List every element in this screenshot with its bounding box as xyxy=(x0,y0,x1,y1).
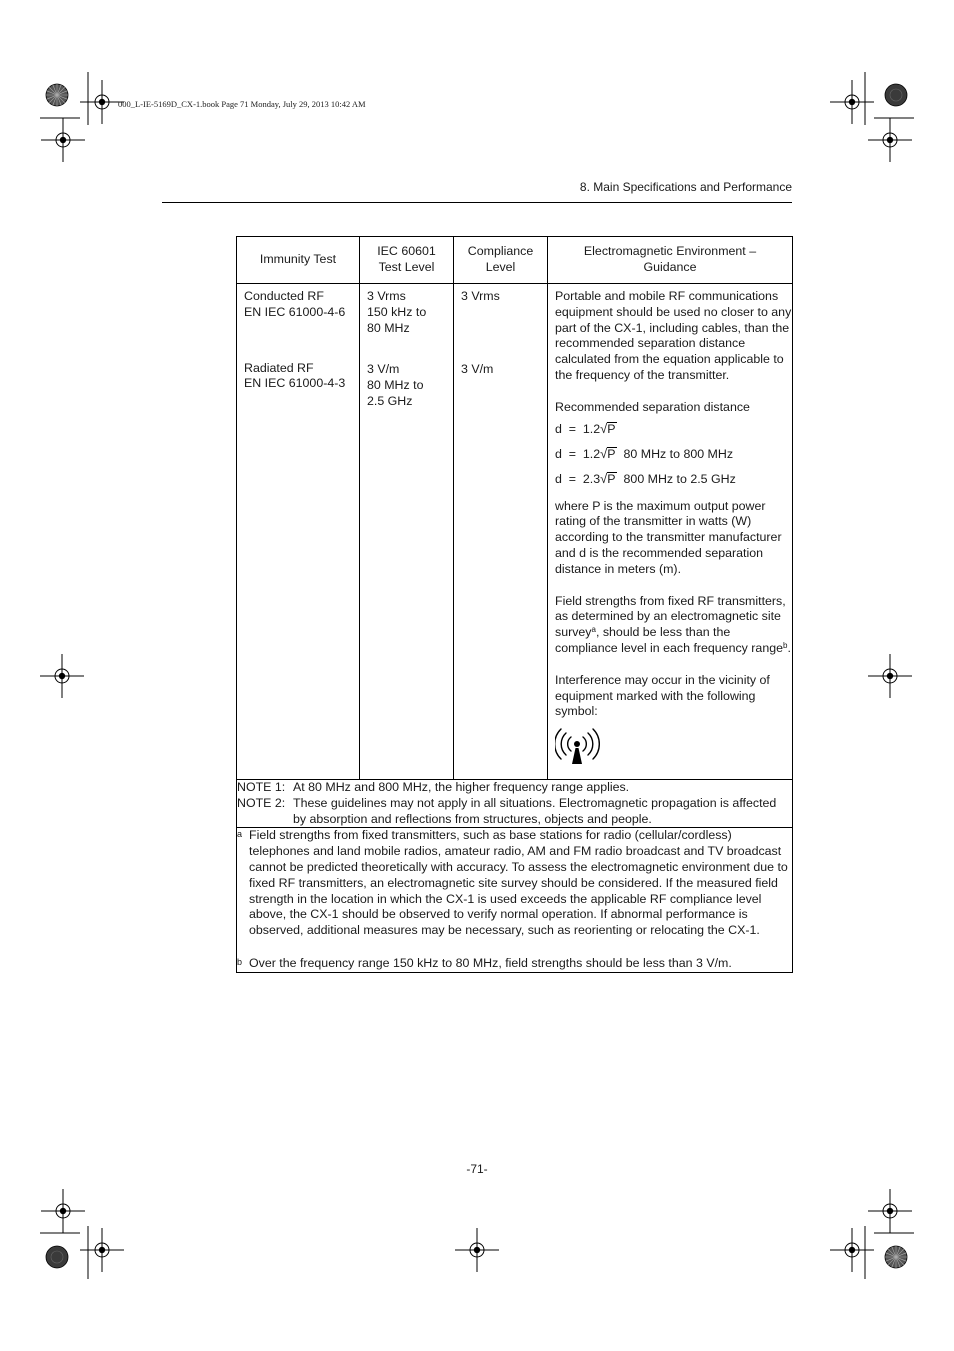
separation-formula xyxy=(555,416,792,441)
conducted-rf-standard: EN IEC 61000-4-6 xyxy=(244,304,346,319)
radiated-rf-standard: EN IEC 61000-4-3 xyxy=(244,376,346,391)
table-header-row xyxy=(237,237,793,284)
footnote-mark: a xyxy=(237,829,243,840)
immunity-test-cell xyxy=(237,284,360,780)
formula-radicand: P xyxy=(607,446,616,461)
footnote-mark: b xyxy=(237,956,243,967)
formula-lhs: d = 1.2 xyxy=(555,446,601,461)
footnote-b xyxy=(237,956,792,972)
formula-radicand: P xyxy=(607,421,616,436)
header-rule xyxy=(162,202,792,203)
notes-row xyxy=(237,779,793,827)
conducted-rf-name: Conducted RF xyxy=(244,289,324,303)
note-text: At 80 MHz and 800 MHz, the higher frequency range applies. xyxy=(293,779,630,794)
conducted-level-line: 80 MHz xyxy=(367,320,410,335)
guidance-intro: Portable and mobile RF communications equipment should be used no closer to any part of the CX-1, including cables, than the recommended separation distance calculated from the equation applicable to the frequency of the transmitter. xyxy=(555,289,792,382)
header-guidance: Electromagnetic Environment – Guidance xyxy=(548,237,793,284)
compliance-level-cell xyxy=(454,284,548,780)
separation-formula xyxy=(555,466,792,491)
footnote-text: Field strengths from fixed transmitters, such as base stations for radio (cellular/cordless) telephones and land mobile radios, amateur radio, AM and FM radio broadcast and TV broadcast cannot be predicted theoretically with accuracy. To assess the electromagnetic environment due to fixed RF transmitters, an electromagnetic site survey should be considered. If the measured field strength in the location in which the CX-1 is used exceeds the applicable RF compliance level above, the CX-1 should be observed to verify normal operation. If abnormal performance is observed, additional measures may be necessary, such as reorienting or relocating the CX-1. xyxy=(249,828,788,938)
radiated-rf-name: Radiated RF xyxy=(244,360,314,375)
recommended-distance-heading: Recommended separation distance xyxy=(555,399,750,414)
conducted-compliance: 3 Vrms xyxy=(461,289,500,303)
radiated-level-line: 2.5 GHz xyxy=(367,393,413,408)
header-immunity-test: Immunity Test xyxy=(237,237,360,284)
sqrt-icon: √ xyxy=(600,420,608,436)
test-level-cell xyxy=(360,284,454,780)
formula-range: 800 MHz to 2.5 GHz xyxy=(623,471,736,486)
footnotes-row xyxy=(237,828,793,972)
formula-lhs: d = 1.2 xyxy=(555,421,601,436)
formula-radicand: P xyxy=(607,471,616,486)
section-title: 8. Main Specifications and Performance xyxy=(579,180,792,194)
table-row xyxy=(237,284,793,780)
footnote-text: Over the frequency range 150 kHz to 80 MHz, field strengths should be less than 3 V/m. xyxy=(249,955,732,970)
header-compliance-level: Compliance Level xyxy=(454,237,548,284)
header-test-level: IEC 60601 Test Level xyxy=(360,237,454,284)
footnote-a xyxy=(237,828,792,939)
sqrt-icon: √ xyxy=(600,470,608,486)
note-label: NOTE 2: xyxy=(237,795,286,810)
notes-cell xyxy=(237,779,793,827)
where-text: where P is the maximum output power rating of the transmitter in watts (W) according to the transmitter manufacturer and d is the recommended separation distance in meters (m). xyxy=(555,498,782,576)
note-label: NOTE 1: xyxy=(237,779,286,794)
guidance-cell xyxy=(548,284,793,780)
page-number: -71- xyxy=(466,1162,488,1176)
radiated-compliance: 3 V/m xyxy=(461,361,494,376)
formula-list xyxy=(555,416,792,491)
non-ionizing-radiation-icon xyxy=(555,728,792,771)
formula-range: 80 MHz to 800 MHz xyxy=(623,446,734,461)
radiated-level-line: 3 V/m xyxy=(367,362,400,377)
book-line: 000_L-IE-5169D_CX-1.book Page 71 Monday, July 29, 2013 10:42 AM xyxy=(118,99,366,109)
field-strength-text: Field strengths from fixed RF transmitters, as determined by an electromagnetic site survey$^a$, should be less than the compliance level in each frequency range$^b$. xyxy=(555,593,791,655)
conducted-level-line: 150 kHz to xyxy=(367,304,427,319)
note-text: These guidelines may not apply in all situations. Electromagnetic propagation is affected by absorption and reflections from structures, objects and people. xyxy=(293,795,777,826)
note-item xyxy=(237,780,792,796)
emc-immunity-table xyxy=(236,236,792,973)
separation-formula xyxy=(555,441,792,466)
sqrt-icon: √ xyxy=(600,445,608,461)
formula-lhs: d = 2.3 xyxy=(555,471,601,486)
radiated-level-line: 80 MHz to xyxy=(367,378,424,393)
conducted-level-line: 3 Vrms xyxy=(367,289,406,303)
interference-text: Interference may occur in the vicinity of equipment marked with the following symbol: xyxy=(555,672,770,719)
note-item xyxy=(237,796,792,828)
footnotes-cell xyxy=(237,828,793,972)
